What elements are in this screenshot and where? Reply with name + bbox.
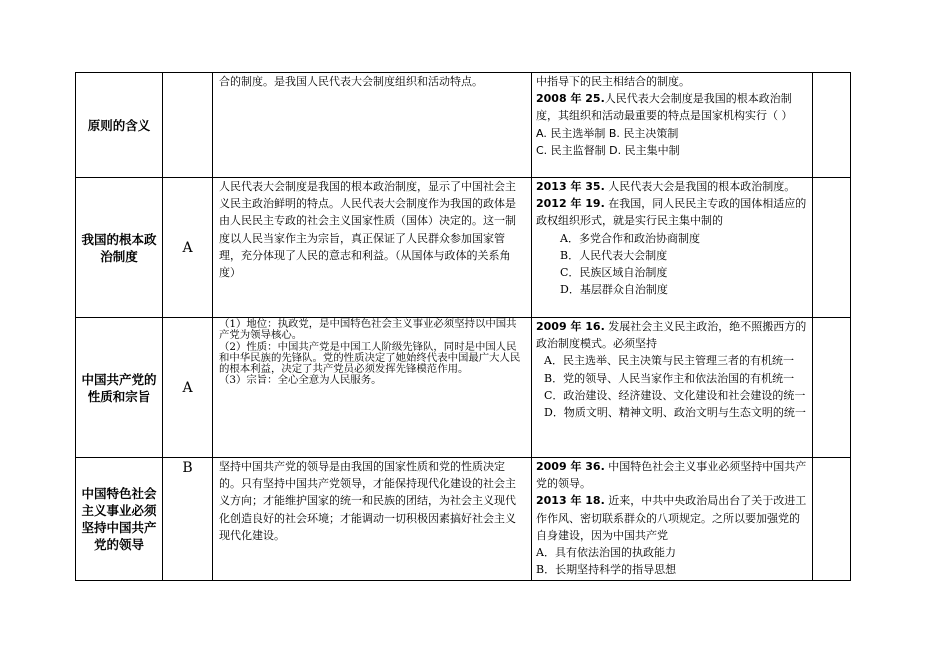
question-text: 近来，中共中央政治局出台了关于改进工作作风、密切联系群众的八项规定。之所以要加强党的自身建设，因为中国共产党	[536, 494, 807, 542]
explanation-line: （2）性质：中国共产党是中国工人阶级先锋队，同时是中国人民和中华民族的先锋队。党的性质决定了她始终代表中国最广大人民的根本利益，决定了共产党员必须发挥先锋模范作用。	[219, 340, 521, 376]
option-line: D．基层群众自治制度	[560, 283, 668, 297]
explanation-cell: 人民代表大会制度是我国的根本政治制度，显示了中国社会主义民主政治鲜明的特点。人民代表大会制度作为我国的政体是由人民民主专政的社会主义国家性质（国体）决定的。这一制度以人民当家作主为宗旨，真正保证了人民群众参加国家管理，充分体现了人民的意志和利益。（从国体与政体的关系角度）	[213, 178, 532, 318]
option-line: C. 民主监督制 D. 民主集中制	[536, 143, 680, 157]
explanation-cell: 坚持中国共产党的领导是由我国的国家性质和党的性质决定的。只有坚持中国共产党领导，才能保持现代化建设的社会主义方向；才能维护国家的统一和民族的团结，为社会主义现代化创造良好的社会环境；才能调动一切积极因素搞好社会主义现代化建设。	[213, 458, 532, 581]
explanation-line: （3）宗旨：全心全意为人民服务。	[219, 374, 382, 387]
question-year: 2013 年 18.	[536, 494, 605, 508]
topic-cell: 原则的含义	[76, 73, 163, 178]
grade-cell	[163, 73, 213, 178]
question-cell	[532, 318, 813, 458]
question-cell	[532, 458, 813, 581]
question-text: 中指导下的民主相结合的制度。	[536, 75, 690, 88]
question-year: 2009 年 36.	[536, 460, 605, 473]
table-row	[76, 178, 851, 318]
option-line: D．物质文明、精神文明、政治文明与生态文明的统一	[544, 406, 806, 420]
option-line: C．政治建设、经济建设、文化建设和社会建设的统一	[544, 388, 806, 402]
grade-cell: A	[163, 318, 213, 458]
explanation-cell	[213, 318, 532, 458]
table-row	[76, 458, 851, 581]
table-row	[76, 73, 851, 178]
option-line: B．党的领导、人民当家作主和依法治国的有机统一	[544, 371, 795, 385]
option-line: A．具有依法治国的执政能力	[536, 546, 676, 560]
question-year: 2009 年 16.	[536, 320, 605, 333]
question-year: 2008 年 25.	[536, 92, 605, 106]
topic-cell: 中国特色社会主义事业必须坚持中国共产党的领导	[76, 458, 163, 581]
grade-cell: A	[163, 178, 213, 318]
blank-cell	[813, 73, 851, 178]
question-item	[536, 178, 808, 195]
question-text: 中国特色社会主义事业必须坚持中国共产党的领导。	[536, 460, 807, 491]
knowledge-table	[75, 72, 851, 581]
question-text: 人民代表大会是我国的根本政治制度。	[608, 180, 796, 193]
explanation-line: （1）地位：执政党，是中国特色社会主义事业必须坚持以中国共产党为领导核心。	[219, 318, 517, 342]
option-line: A．多党合作和政治协商制度	[560, 231, 700, 245]
question-text: 人民代表大会制度是我国的根本政治制度，其组织和活动最重要的特点是国家机构实行（ ）	[536, 92, 793, 123]
topic-cell: 中国共产党的性质和宗旨	[76, 318, 163, 458]
question-year: 2012 年 19.	[536, 197, 605, 211]
question-cell	[532, 73, 813, 178]
option-line: C．民族区域自治制度	[560, 266, 668, 280]
option-line: B．人民代表大会制度	[560, 248, 668, 262]
question-text: 在我国，同人民民主专政的国体相适应的政权组织形式，就是实行民主集中制的	[536, 197, 807, 228]
table-row	[76, 318, 851, 458]
explanation-cell: 合的制度。是我国人民代表大会制度组织和活动特点。	[213, 73, 532, 178]
topic-cell: 我国的根本政治制度	[76, 178, 163, 318]
question-item	[536, 458, 808, 492]
question-item	[536, 90, 808, 124]
question-year: 2013 年 35.	[536, 180, 605, 193]
option-line: A. 民主选举制 B. 民主决策制	[536, 126, 679, 140]
option-line: B．长期坚持科学的指导思想	[536, 563, 677, 577]
blank-cell	[813, 458, 851, 581]
question-item	[536, 492, 808, 544]
blank-cell	[813, 318, 851, 458]
blank-cell	[813, 178, 851, 318]
question-item	[536, 318, 808, 352]
option-line: A．民主选举、民主决策与民主管理三者的有机统一	[544, 354, 794, 368]
question-item	[536, 195, 808, 229]
grade-cell: B	[163, 458, 213, 581]
question-cell	[532, 178, 813, 318]
question-text: 发展社会主义民主政治，绝不照搬西方的政治制度模式。必须坚持	[536, 320, 807, 351]
